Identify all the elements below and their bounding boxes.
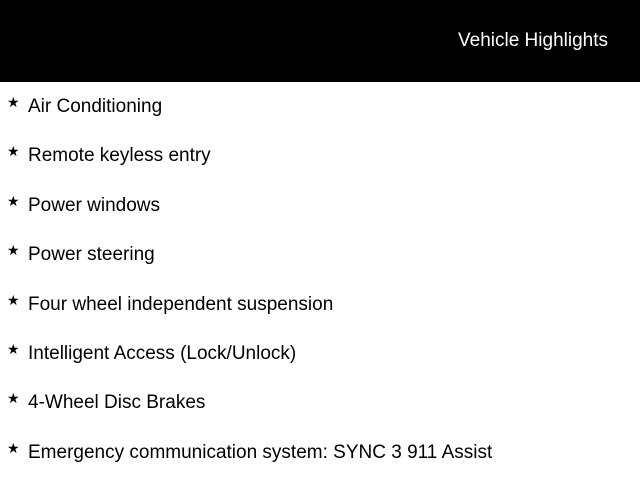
header-bar bbox=[0, 0, 640, 82]
list-item bbox=[0, 378, 640, 427]
list-item bbox=[0, 329, 640, 378]
star-icon: ★ bbox=[7, 95, 20, 111]
star-icon: ★ bbox=[7, 144, 20, 161]
list-item bbox=[0, 82, 640, 131]
highlight-label: Emergency communication system: SYNC 3 911 Assist bbox=[28, 441, 493, 463]
highlight-label: Intelligent Access (Lock/Unlock) bbox=[28, 342, 297, 364]
highlight-label: Air Conditioning bbox=[28, 96, 163, 117]
list-item bbox=[0, 428, 640, 477]
page-title: Vehicle Highlights bbox=[458, 30, 608, 51]
highlight-label: Power windows bbox=[28, 194, 160, 216]
highlight-label: Four wheel independent suspension bbox=[28, 293, 334, 315]
highlight-label: Power steering bbox=[28, 244, 155, 266]
vehicle-highlights-list bbox=[0, 82, 640, 477]
star-icon: ★ bbox=[7, 440, 20, 457]
star-icon: ★ bbox=[7, 193, 20, 210]
highlight-label: Remote keyless entry bbox=[28, 145, 211, 167]
list-item bbox=[0, 280, 640, 329]
highlight-label: 4-Wheel Disc Brakes bbox=[28, 392, 206, 414]
star-icon: ★ bbox=[7, 243, 20, 260]
list-item bbox=[0, 181, 640, 230]
star-icon: ★ bbox=[7, 341, 20, 358]
list-item bbox=[0, 131, 640, 180]
list-item bbox=[0, 230, 640, 279]
star-icon: ★ bbox=[7, 391, 20, 408]
star-icon: ★ bbox=[7, 292, 20, 309]
